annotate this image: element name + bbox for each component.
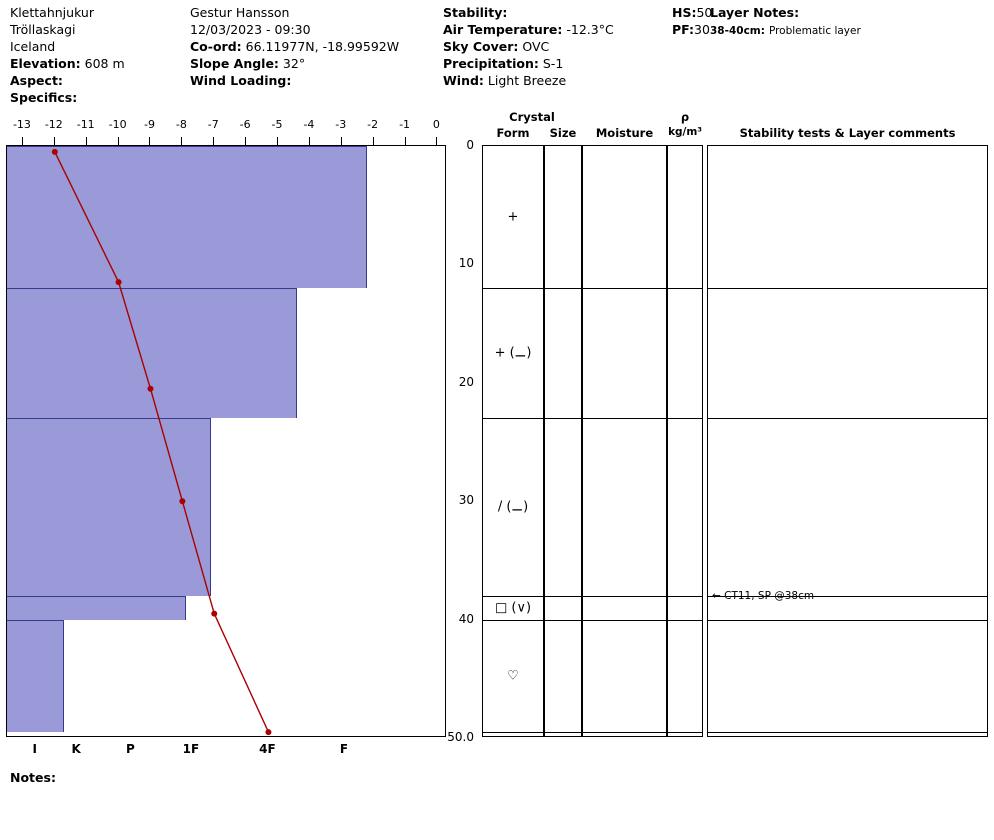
hardness-label-f: F	[339, 742, 349, 756]
layer-separator	[583, 288, 666, 289]
layer-separator	[483, 418, 543, 419]
header-column-layer-notes	[710, 4, 861, 38]
temperature-axis-ticks	[6, 134, 446, 145]
crystal-form-column	[482, 145, 544, 737]
density-units-header: kg/m³	[668, 126, 702, 138]
temperature-profile-line	[7, 146, 446, 737]
slope-angle-label: Slope Angle:	[190, 56, 279, 71]
observer-row	[190, 4, 399, 21]
slope-angle-row	[190, 55, 399, 72]
layer-separator	[483, 732, 543, 733]
temperature-tick	[436, 137, 437, 145]
site-name-row	[10, 4, 125, 21]
hardness-label-i: I	[32, 742, 37, 756]
size-column-header: Size	[549, 126, 577, 140]
precipitation-row	[443, 55, 614, 72]
depth-tick-label: 50.0	[447, 730, 474, 744]
temperature-tick-label: -9	[143, 118, 155, 131]
observation-datetime: 12/03/2023 - 09:30	[190, 22, 311, 37]
temperature-tick-label: -1	[399, 118, 411, 131]
temperature-tick	[149, 137, 150, 145]
layer-separator	[668, 732, 702, 733]
depth-tick-label: 30	[458, 493, 474, 508]
pf-value: 30	[694, 22, 710, 37]
depth-tick-label: 40	[458, 611, 474, 626]
coord-label: Co-ord:	[190, 39, 242, 54]
crystal-form-symbol: +	[507, 209, 519, 225]
density-column	[667, 145, 703, 737]
temperature-tick-label: -2	[367, 118, 379, 131]
header-column-weather	[443, 4, 614, 89]
layer-note-text: Problematic layer	[768, 25, 861, 37]
density-symbol-header: ρ	[680, 110, 690, 124]
elevation-value: 608 m	[84, 56, 125, 71]
layer-separator	[545, 732, 581, 733]
stability-row	[443, 4, 614, 21]
datetime-row	[190, 21, 399, 38]
coord-value: 66.11977N, -18.99592W	[245, 39, 400, 54]
temperature-tick-label: -10	[108, 118, 127, 131]
pf-row	[672, 21, 712, 38]
site-name: Klettahnjukur	[10, 5, 94, 20]
wind-value: Light Breeze	[487, 73, 567, 88]
temperature-tick	[405, 137, 406, 145]
elevation-row	[10, 55, 125, 72]
hardness-profile-area	[6, 145, 446, 737]
temperature-point	[211, 611, 217, 617]
precipitation-value: S-1	[542, 56, 564, 71]
stability-column-header: Stability tests & Layer comments	[739, 126, 956, 140]
hardness-label-k: K	[71, 742, 81, 756]
hs-label: HS:	[672, 5, 697, 20]
wind-row	[443, 72, 614, 89]
temperature-tick	[22, 137, 23, 145]
crystal-group-header: Crystal	[509, 110, 555, 124]
crystal-size-column	[544, 145, 582, 737]
temperature-tick-label: -4	[303, 118, 315, 131]
layer-separator	[668, 596, 702, 597]
layer-separator	[483, 288, 543, 289]
elevation-label: Elevation:	[10, 56, 81, 71]
crystal-form-symbol: + (⚊)	[494, 345, 532, 361]
depth-axis	[446, 138, 478, 744]
wind-label: Wind:	[443, 73, 484, 88]
layer-notes-title: Layer Notes:	[710, 5, 800, 20]
layer-separator	[668, 418, 702, 419]
hs-value: 50	[696, 5, 713, 20]
temperature-tick-label: -6	[239, 118, 251, 131]
temperature-tick	[86, 137, 87, 145]
temperature-point	[179, 498, 185, 504]
aspect-label: Aspect:	[10, 73, 63, 88]
layer-separator	[583, 620, 666, 621]
temperature-tick	[373, 137, 374, 145]
layer-separator	[583, 732, 666, 733]
stability-test-note: ← CT11, SP @38cm	[712, 589, 815, 602]
header-column-snowdepth	[672, 4, 712, 38]
layer-separator	[483, 596, 543, 597]
temperature-tick-label: -8	[175, 118, 187, 131]
temperature-tick	[277, 137, 278, 145]
notes-label: Notes:	[10, 770, 56, 785]
layer-separator	[708, 288, 987, 289]
temperature-tick-label: -3	[335, 118, 347, 131]
temperature-point	[116, 279, 122, 285]
hardness-label-p: P	[125, 742, 135, 756]
layer-separator	[483, 620, 543, 621]
air-temp-row	[443, 21, 614, 38]
slope-angle-value: 32°	[282, 56, 306, 71]
temperature-tick	[181, 137, 182, 145]
layer-note-row	[710, 21, 861, 38]
pf-label: PF:	[672, 22, 695, 37]
layer-separator	[708, 620, 987, 621]
layer-separator	[708, 418, 987, 419]
specifics-row	[10, 89, 125, 106]
crystal-form-symbol: / (⚊)	[497, 499, 529, 515]
layer-notes-title-row	[710, 4, 861, 21]
temperature-point	[52, 149, 58, 155]
hardness-label-1f: 1F	[182, 742, 200, 756]
crystal-form-symbol: ♡	[507, 668, 519, 684]
observer-name: Gestur Hansson	[190, 5, 290, 20]
crystal-form-symbol: □ (∨)	[494, 600, 532, 616]
layer-separator	[545, 620, 581, 621]
layer-separator	[583, 596, 666, 597]
temperature-tick-label: -7	[207, 118, 219, 131]
specifics-label: Specifics:	[10, 90, 78, 105]
temperature-tick-label: 0	[432, 118, 440, 131]
layer-separator	[545, 418, 581, 419]
temperature-tick-label: -12	[44, 118, 63, 131]
moisture-column-header: Moisture	[595, 126, 654, 140]
snow-profile-plot	[0, 110, 994, 840]
hs-row	[672, 4, 712, 21]
temperature-tick	[54, 137, 55, 145]
moisture-column	[582, 145, 667, 737]
form-column-header: Form	[496, 126, 530, 140]
temperature-axis-labels	[6, 118, 446, 134]
layer-separator	[668, 620, 702, 621]
stability-label: Stability:	[443, 5, 508, 20]
header-column-location	[10, 4, 125, 106]
temperature-tick-label: -5	[271, 118, 283, 131]
country-row	[10, 38, 125, 55]
region-row	[10, 21, 125, 38]
profile-header	[0, 0, 994, 110]
aspect-row	[10, 72, 125, 89]
temperature-tick	[245, 137, 246, 145]
layer-separator	[708, 732, 987, 733]
layer-separator	[668, 288, 702, 289]
depth-tick-label: 10	[458, 256, 474, 271]
header-column-observer	[190, 4, 399, 89]
sky-cover-value: OVC	[522, 39, 550, 54]
temperature-point	[147, 386, 153, 392]
temperature-tick	[309, 137, 310, 145]
layer-separator	[545, 596, 581, 597]
region-name: Tröllaskagi	[10, 22, 76, 37]
wind-loading-label: Wind Loading:	[190, 73, 292, 88]
layer-separator	[545, 288, 581, 289]
country-name: Iceland	[10, 39, 56, 54]
precipitation-label: Precipitation:	[443, 56, 539, 71]
temperature-tick	[213, 137, 214, 145]
stability-tests-column	[707, 145, 988, 737]
layer-separator	[583, 418, 666, 419]
air-temperature-value: -12.3°C	[566, 22, 614, 37]
temperature-point	[265, 729, 271, 735]
wind-loading-row	[190, 72, 399, 89]
sky-cover-row	[443, 38, 614, 55]
temperature-tick	[118, 137, 119, 145]
temperature-tick-label: -13	[12, 118, 31, 131]
temperature-tick-label: -11	[76, 118, 95, 131]
depth-tick-label: 20	[458, 374, 474, 389]
air-temperature-label: Air Temperature:	[443, 22, 563, 37]
hardness-scale-labels	[6, 742, 446, 758]
layer-note-depth: 38-40cm:	[710, 25, 765, 37]
hardness-label-4f: 4F	[259, 742, 276, 756]
depth-tick-label: 0	[466, 138, 474, 152]
sky-cover-label: Sky Cover:	[443, 39, 519, 54]
temperature-tick	[341, 137, 342, 145]
coord-row	[190, 38, 399, 55]
